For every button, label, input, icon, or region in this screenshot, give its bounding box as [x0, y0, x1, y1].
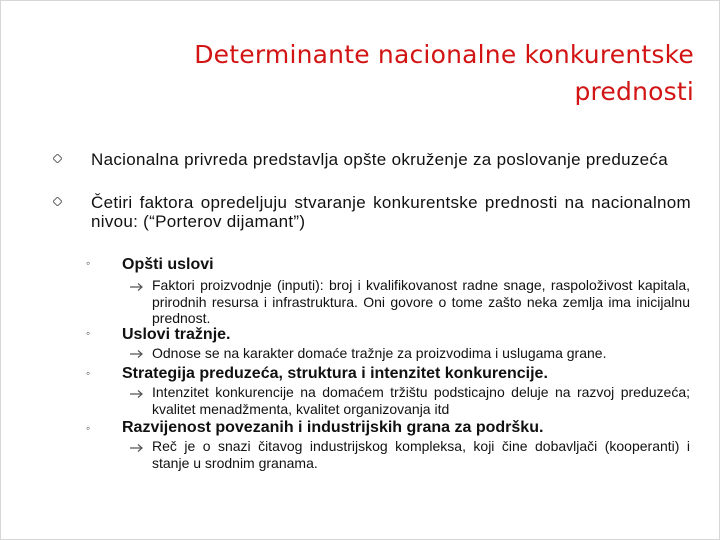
circle-bullet-icon: ◦ — [86, 421, 91, 435]
arrow-bullet-icon — [129, 389, 145, 399]
section-text-strategy-structure: Intenzitet konkurencije na domaćem tržištu podsticajno deluje na razvoj preduzeća; kvalitet menadžmenta, kvalitet organizovanja itd — [152, 384, 690, 417]
section-heading-demand-conditions: Uslovi tražnje. — [122, 326, 231, 343]
diamond-bullet-icon — [53, 197, 63, 207]
slide-title: Determinante nacionalne konkurentske prednosti — [194, 40, 694, 106]
section-text-general-conditions: Faktori proizvodnje (inputi): broj i kvalifikovanost radne snage, raspoloživost kapitala, prirodnih resursa i infrastruktura. Oni govore o tome zašto neka zemlja ima inicijalnu prednost. — [152, 277, 690, 326]
bullet-four-factors: Četiri faktora opredeljuju stvaranje konkurentske prednosti na nacionalnom nivou: (“Porterov dijamant”) — [91, 193, 691, 231]
section-heading-related-industries: Razvijenost povezanih i industrijskih grana za podršku. — [122, 419, 544, 436]
section-heading-general-conditions: Opšti uslovi — [122, 256, 214, 273]
circle-bullet-icon: ◦ — [86, 256, 91, 270]
bullet-national-economy: Nacionalna privreda predstavlja opšte okruženje za poslovanje preduzeća — [91, 150, 668, 169]
arrow-bullet-icon — [129, 443, 145, 453]
section-text-demand-conditions: Odnose se na karakter domaće tražnje za proizvodima i uslugama grane. — [152, 345, 607, 361]
section-heading-strategy-structure: Strategija preduzeća, struktura i intenzitet konkurencije. — [122, 365, 548, 382]
diamond-bullet-icon — [53, 154, 63, 164]
arrow-bullet-icon — [129, 282, 145, 292]
circle-bullet-icon: ◦ — [86, 366, 91, 380]
arrow-bullet-icon — [129, 349, 145, 359]
section-text-related-industries: Reč je o snazi čitavog industrijskog kompleksa, koji čine dobavljači (kooperanti) i stanje u srodnim granama. — [152, 438, 690, 471]
circle-bullet-icon: ◦ — [86, 326, 91, 340]
